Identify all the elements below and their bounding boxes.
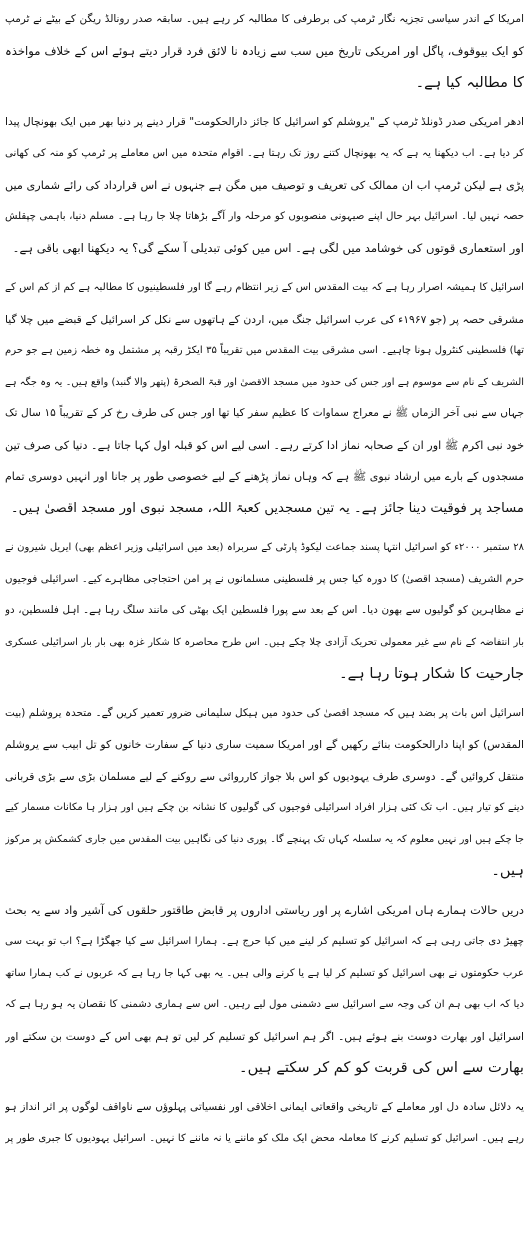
text-line: تھا) فلسطینی کنٹرول ہونا چاہیے۔ اسی مشرقی بیت المقدس میں تقریباً ۳۵ ایکڑ رقبہ پر مشتمل وہ خطہ زمین ہے جو حرم bbox=[5, 345, 524, 356]
text-line: کر دیا ہے۔ اب دیکھنا یہ ہے کہ یہ بھونچال کتنے روز تک رہتا ہے۔ اقوام متحدہ میں اس معاملے پر ٹرمپ کو منہ کی کھانی bbox=[5, 148, 524, 159]
text-line: اسرائیل اس بات پر بضد ہیں کہ مسجد اقصیٰ کی حدود میں ہیکل سلیمانی ضرور تعمیر کریں گے۔ متحدہ یروشلم (بیت bbox=[5, 706, 524, 719]
text-line: المقدس) کو اپنا دارالحکومت بنائے رکھیں گے اور امریکا سمیت ساری دنیا کے سفارت خانوں کو تل ابیب سے یروشلم bbox=[5, 738, 524, 751]
paragraph-3 bbox=[5, 272, 524, 524]
text-line: مساجد پر فوقیت دینا جائز ہے۔ یہ تین مسجدیں کعبۃ اللہ، مسجد نبوی اور مسجد اقصیٰ ہیں۔ bbox=[10, 500, 524, 516]
text-line: امریکا کے اندر سیاسی تجزیہ نگار ٹرمپ کی برطرفی کا مطالبہ کر رہے ہیں۔ سابقہ صدر رونالڈ ریگن کے بیٹے نے ٹرمپ bbox=[5, 13, 524, 25]
text-line: بھارت سے اس کی قربت کو کم کر سکتے ہیں۔ bbox=[239, 1059, 524, 1076]
text-line: حصہ نہیں لیا۔ اسرائیل بہر حال اپنے صیہونی منصوبوں کو مرحلہ وار آگے بڑھاتا چلا جا رہا ہے۔ مسلم دنیا، باہمی چپقلش bbox=[5, 211, 524, 222]
paragraph-6 bbox=[5, 895, 524, 1084]
text-line: یہ دلائل سادہ دل اور معاملے کے تاریخی واقعاتی ایمانی اخلاقی اور نفسیاتی پہلوؤں سے ناواقف لوگوں پر اثر انداز ہو bbox=[5, 1100, 524, 1113]
text-line: ہیں۔ bbox=[491, 862, 524, 879]
text-line: ادھر امریکی صدر ڈونلڈ ٹرمپ کے "یروشلم کو اسرائیل کا جائز دارالحکومت" قرار دینے پر دنیا بھر میں ایک بھونچال پیدا bbox=[5, 115, 524, 128]
paragraph-5 bbox=[5, 698, 524, 887]
text-line: دیا کہ اب بھی ہم ان کی وجہ سے اسرائیل سے دشمنی مول لیے رہیں۔ اس سے ہماری دشمنی کا نقصان یہ ہو رہا ہے کہ bbox=[5, 999, 524, 1010]
text-line: چھیڑ دی جاتی رہی ہے کہ اسرائیل کو تسلیم کر لینے میں کیا حرج ہے۔ ہمارا اسرائیل سے کیا جھگڑا ہے؟ اب تو بہت سی bbox=[5, 936, 524, 947]
paragraph-4 bbox=[5, 532, 524, 690]
text-line: جا چکے ہیں اور نہیں معلوم کہ یہ سلسلہ کہاں تک پہنچے گا۔ پوری دنیا کی نگاہیں بیت المقدس میں جاری کشمکش پر مرکوز bbox=[5, 833, 524, 845]
text-line: دینے کو تیار ہیں۔ اب تک کئی ہزار افراد اسرائیلی فوجیوں کی گولیوں کا نشانہ بن چکے ہیں اور ہزار ہا مکانات مسمار کیے bbox=[5, 802, 524, 813]
text-line: اسرائیل اور بھارت دوست بنے ہوئے ہیں۔ اگر ہم اسرائیل کو تسلیم کر لیں تو ہم بھی اس کے دوست بن سکتے اور bbox=[5, 1029, 524, 1043]
text-line: اور استعماری قوتوں کی خوشامد میں لگی ہے۔ اس میں کوئی تبدیلی آ سکے گی؟ یہ دیکھنا ابھی باقی ہے۔ bbox=[12, 240, 524, 255]
text-line: الشریف کے نام سے موسوم ہے اور جس کی حدود میں مسجد الاقصیٰ اور قبۃ الصخرۃ (پتھر والا گنبد) واقع ہیں۔ یہ وہ جگہ ہے bbox=[5, 376, 524, 388]
text-line: رہے ہیں۔ اسرائیل کو تسلیم کرنے کا معاملہ محض ایک ملک کو ماننے یا نہ ماننے کا نہیں۔ اسرائیل یہودیوں کا جبری طور پر bbox=[5, 1133, 524, 1144]
text-line: حرم الشریف (مسجد اقصیٰ) کا دورہ کیا جس پر فلسطینی مسلمانوں نے پر امن احتجاجی مظاہرے کیے۔ اسرائیلی فوجیوں bbox=[5, 573, 524, 585]
text-line: دریں حالات ہمارے ہاں امریکی اشارے پر اور ریاستی اداروں پر قابض طاقتور حلقوں کی آشیر واد سے یہ بحث bbox=[5, 902, 524, 917]
text-line: جہاں سے نبی آخر الزماں ﷺ نے معراج سماوات کا عظیم سفر کیا تھا اور جس کی طرف رخ کر کے تقریباً ۱۵ سال تک bbox=[5, 407, 524, 419]
text-line: خود نبی اکرم ﷺ اور ان کے صحابہ نماز ادا کرتے رہے۔ اسی لیے اس کو قبلہ اول کہا جاتا ہے۔ دنیا کی صرف تین bbox=[5, 438, 524, 452]
text-line: نے مظاہرین کو گولیوں سے بھون دیا۔ اس کے بعد سے پورا فلسطین ایک بھٹی کی مانند سلگ رہا ہے۔ اہل فلسطین، دو bbox=[5, 604, 524, 616]
text-line: عرب حکومتوں نے بھی اسرائیل کو تسلیم کر لیا ہے یا کرنے والی ہیں۔ یہ بھی کہا جا رہا ہے کہ عربوں نے کب ہمارا ساتھ bbox=[5, 967, 524, 979]
paragraph-7 bbox=[5, 1092, 524, 1155]
paragraph-1 bbox=[5, 4, 524, 99]
paragraph-2 bbox=[5, 107, 524, 265]
text-line: منتقل کروائیں گے۔ دوسری طرف یہودیوں کو اس بلا جواز کارروائی سے روکنے کے لیے مسلمان بڑی سے بڑی قربانی bbox=[5, 769, 524, 783]
text-line: ۲۸ ستمبر ۲۰۰۰ء کو اسرائیل انتہا پسند جماعت لیکوڈ پارٹی کے سربراہ (بعد میں اسرائیلی وزیر اعظم بھی) ایریل شیرون نے bbox=[5, 542, 524, 553]
text-line: کا مطالبہ کیا ہے۔ bbox=[415, 74, 524, 91]
text-line: پڑی ہے لیکن ٹرمپ اب ان ممالک کی تعریف و توصیف میں مگن ہے جنہوں نے اس قرارداد کی رائے شماری میں bbox=[5, 178, 524, 192]
text-line: جارحیت کا شکار ہوتا رہا ہے۔ bbox=[339, 665, 524, 682]
text-line: مشرقی حصہ پر (جو ۱۹۶۷ء کی عرب اسرائیل جنگ میں، اردن کے ہاتھوں سے نکل کر اسرائیل کے قبضے میں چلا گیا bbox=[5, 312, 524, 326]
text-line: کو ایک بیوقوف، پاگل اور امریکی تاریخ میں سب سے زیادہ نا لائق فرد قرار دیتے ہوئے اس کے خلاف مواخذہ bbox=[5, 43, 524, 58]
text-line: بار انتفاضہ کے نام سے غیر معمولی تحریک آزادی چلا چکے ہیں۔ اس طرح محاصرہ کا شکار غزہ بھی بار بار اسرائیلی عسکری bbox=[5, 636, 524, 648]
text-line: اسرائیل کا ہمیشہ اصرار رہا ہے کہ بیت المقدس اس کے زیر انتظام رہے گا اور فلسطینیوں کا مطالبہ ہے کم از کم اس کے bbox=[5, 282, 524, 293]
text-line: مسجدوں کے بارے میں ارشاد نبوی ﷺ ہے کہ وہاں نماز پڑھنے کے لیے خصوصی طور پر جانا اور انہیں دوسری تمام bbox=[5, 470, 524, 483]
